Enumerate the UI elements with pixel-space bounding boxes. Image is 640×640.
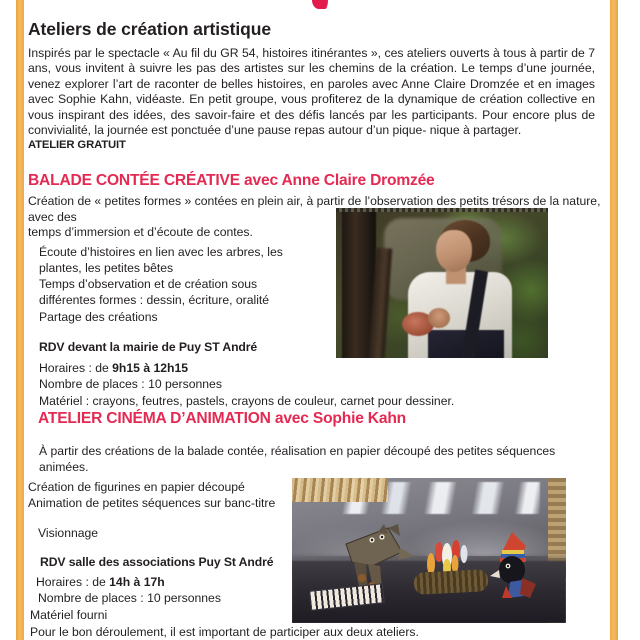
balade-lead-line-2: temps d’immersion et d’écoute de contes. [28, 225, 253, 240]
balade-horaires-label: Horaires : de [39, 360, 113, 375]
balade-horaires-value: 9h15 à 12h15 [112, 360, 189, 375]
balade-heading-artist: avec Anne Claire Dromzée [239, 172, 435, 189]
cinema-heading-artist: avec Sophie Kahn [270, 410, 406, 427]
cinema-places: Nombre de places : 10 personnes [38, 591, 221, 606]
balade-rdv: RDV devant la mairie de Puy ST André [39, 339, 258, 354]
cinema-bullet-list [28, 479, 604, 541]
cinema-horaires-label: Horaires : de [36, 574, 110, 589]
section-atelier-cinema [28, 410, 604, 623]
cinema-heading-main: ATELIER CINÉMA D’ANIMATION [38, 410, 271, 427]
page-title: Ateliers de création artistique [28, 19, 271, 39]
list-item: plantes, les petites bêtes [39, 260, 174, 275]
balade-horaires [28, 360, 604, 376]
balade-materiel: Matériel : crayons, feutres, pastels, crayons de couleur, carnet pour dessiner. [39, 393, 455, 408]
cinema-lead-line-1: À partir des créations de la balade contée, réalisation en papier découpé des petites séquences [39, 444, 556, 458]
cinema-horaires-value: 14h à 17h [109, 574, 165, 589]
balade-heading [28, 172, 604, 190]
balade-lead-line-1: Création de « petites formes » contées en plein air, à partir de l’observation des petits trésors de la nature, avec des [28, 194, 601, 224]
balade-heading-main: BALADE CONTÉE CRÉATIVE [28, 172, 240, 189]
list-item: différentes formes : dessin, écriture, oralité [39, 293, 270, 308]
balade-bullet-list [28, 244, 604, 325]
cinema-materiel: Matériel fourni [30, 607, 108, 622]
cinema-heading [28, 410, 604, 428]
free-workshop-label: ATELIER GRATUIT [28, 139, 126, 152]
list-item: Écoute d’histoires en lien avec les arbres, les [39, 244, 283, 259]
list-item: Création de figurines en papier découpé [28, 480, 245, 495]
right-orange-rule [610, 0, 618, 640]
section-balade-contee [28, 172, 604, 409]
list-item: Animation de petites séquences sur banc-titre [28, 496, 276, 511]
cropped-title-fragment-icon [312, 0, 328, 9]
footer-note: Pour le bon déroulement, il est important de participer aux deux ateliers. [30, 625, 419, 639]
cinema-rdv: RDV salle des associations Puy St André [40, 554, 274, 569]
section-workshops [28, 19, 604, 151]
cinema-lead-line-2: animées. [39, 459, 89, 474]
list-item: Temps d’observation et de création sous [39, 277, 258, 292]
list-item: Partage des créations [39, 309, 158, 324]
cinema-horaires [28, 574, 604, 590]
left-orange-rule [16, 0, 24, 640]
balade-places: Nombre de places : 10 personnes [39, 377, 222, 392]
workshops-intro-text: Inspirés par le spectacle « Au fil du GR 54, histoires itinérantes », ces ateliers ouverts à tous à partir de 7 ans, vous invitent à suivre les pas des artistes sur les chemins de la création. Le temps d’une journée, venez explorer l’art de raconter de belles histoires, en paroles avec Anne Claire Dromzée et en images avec Sophie Kahn, vidéaste. En petit groupe, vous profiterez de la dynamique de création collective en vous inspirant des idées, des savoir-faire et des défis lancés par les participants. Pour encore plus de convivialité, la journée est ponctuée d’une pause repas autour d’un pique- nique à partager. [28, 46, 595, 138]
list-item: Visionnage [38, 525, 99, 540]
